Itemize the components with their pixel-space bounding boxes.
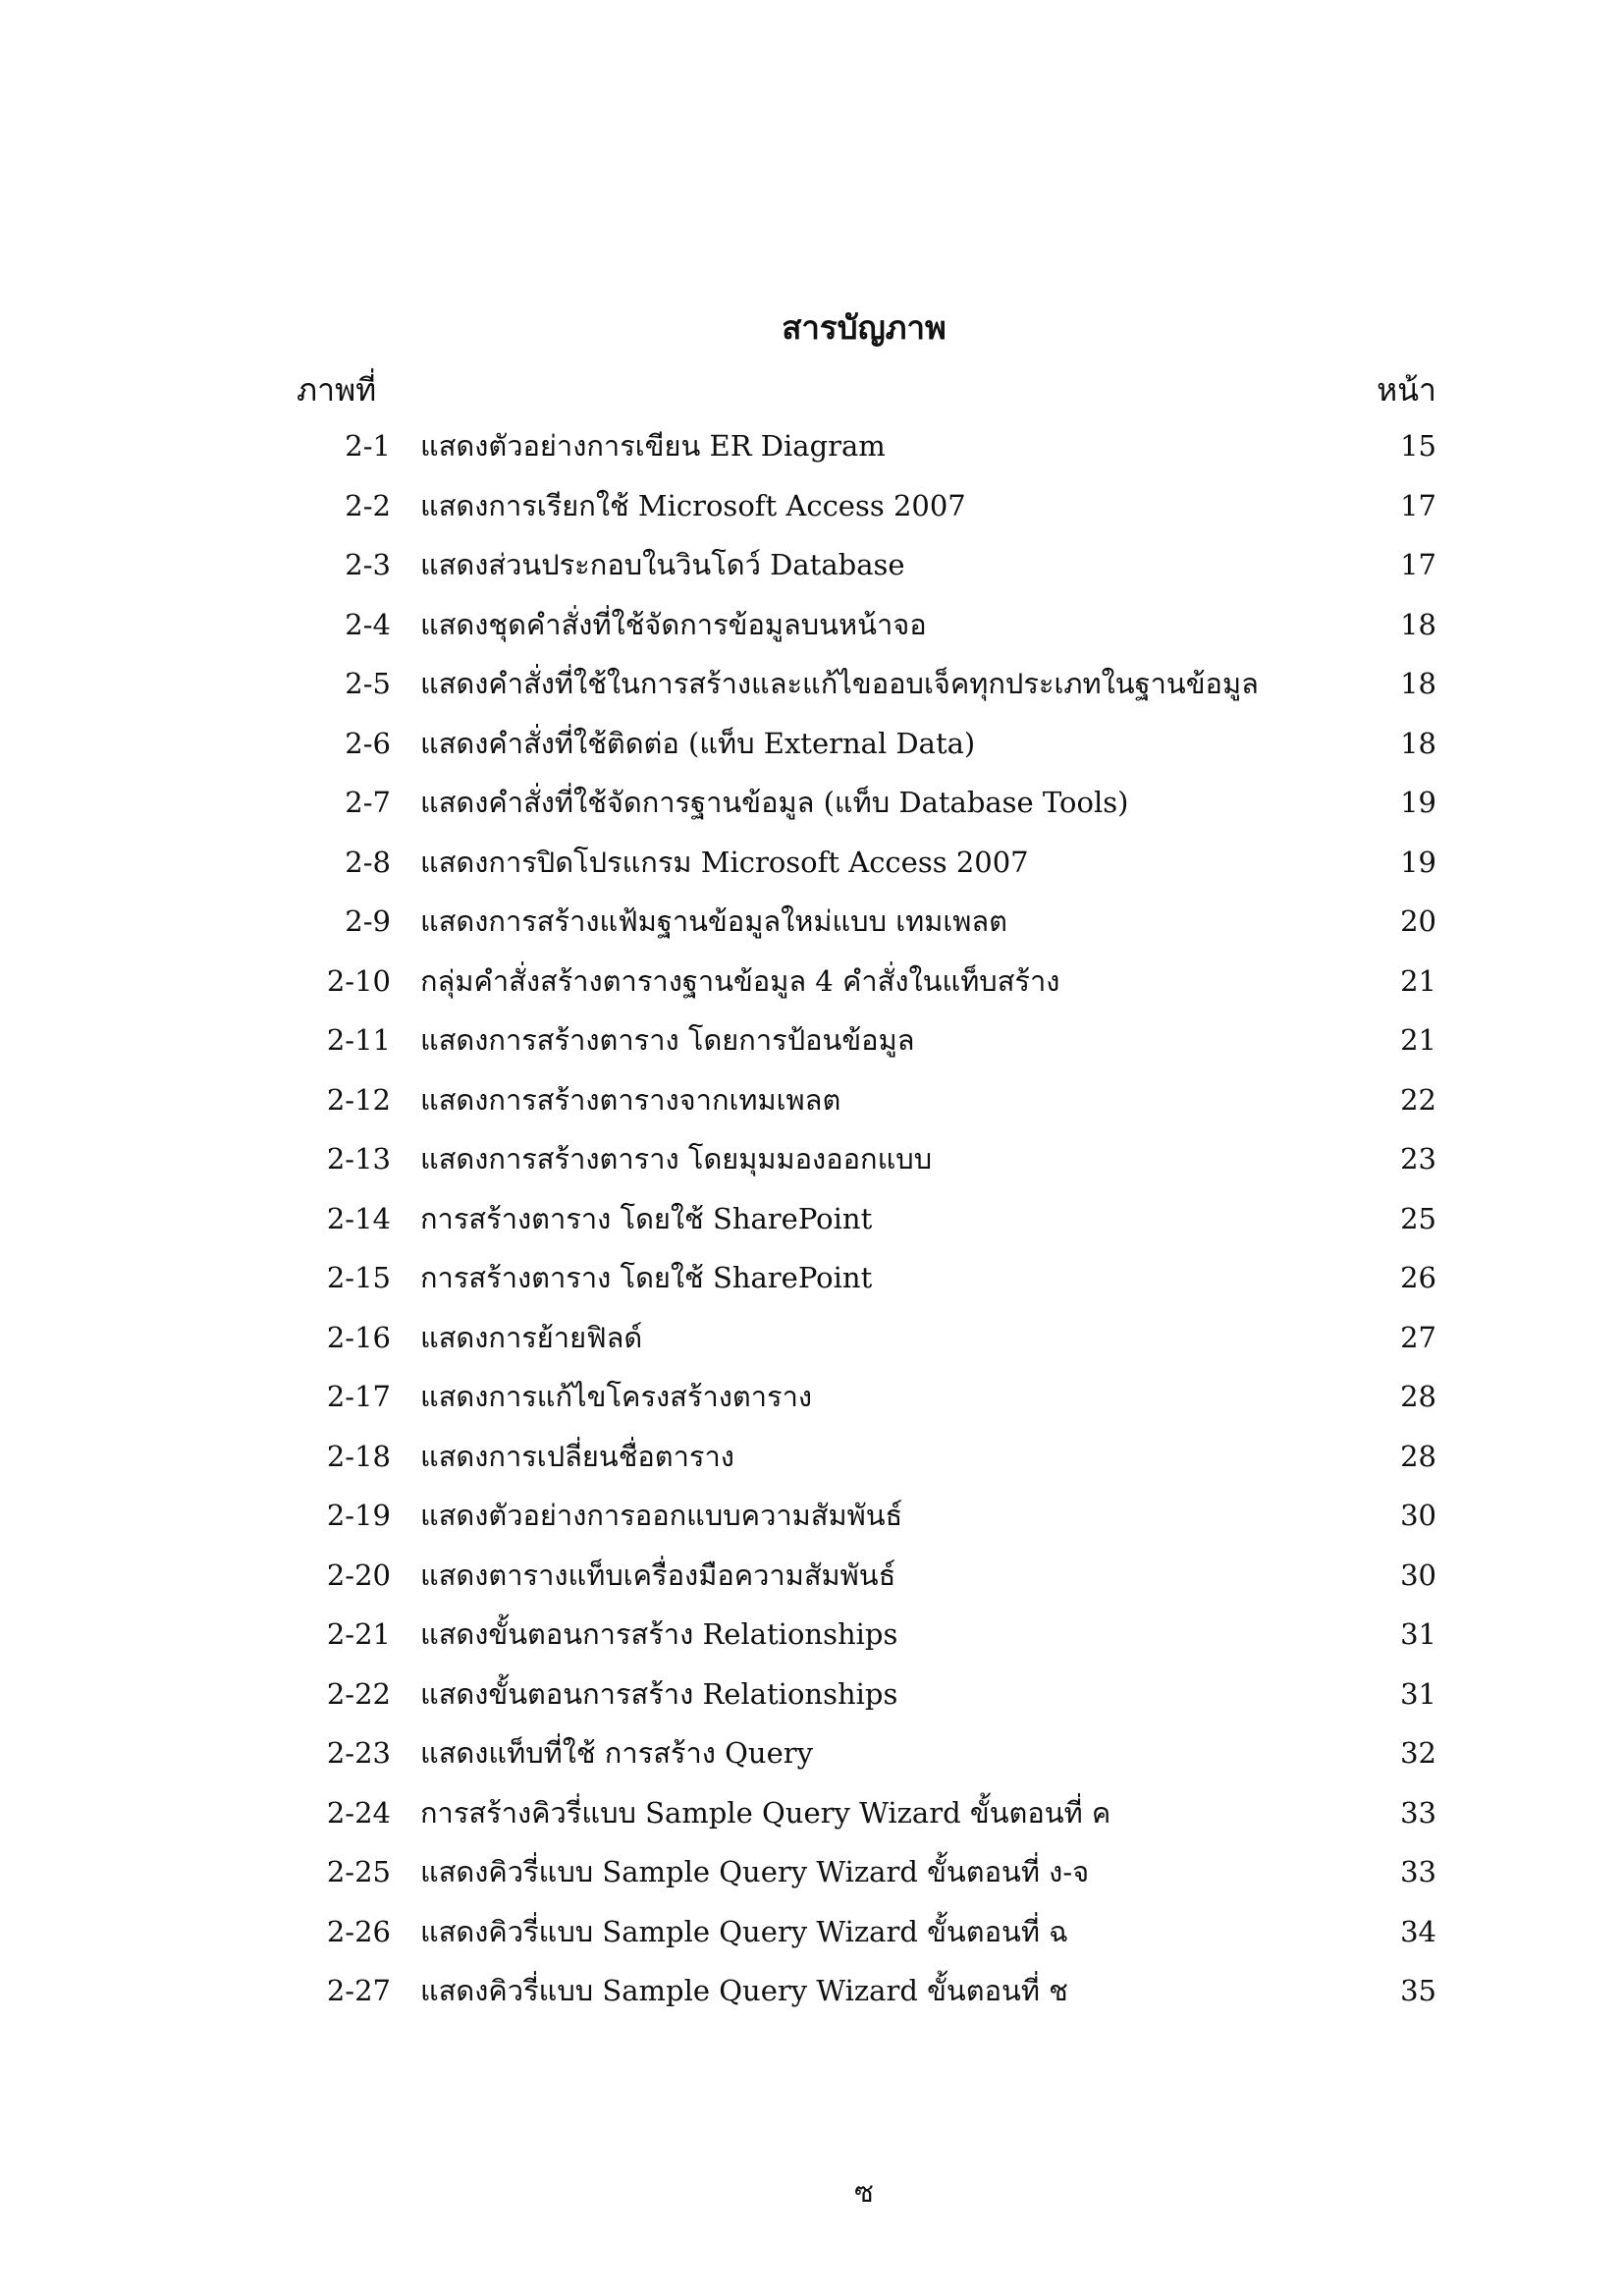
figure-page: 19	[1400, 845, 1436, 879]
list-item	[0, 722, 1623, 782]
figure-number: 2-22	[326, 1676, 391, 1711]
figure-number: 2-26	[326, 1914, 391, 1948]
figure-caption: แสดงการสร้างตาราง โดยมุมมองออกแบบ	[420, 1142, 933, 1175]
figure-caption: แสดงคำสั่งที่ใช้ในการสร้างและแก้ไขออบเจ็คทุกประเภทในฐานข้อมูล	[420, 667, 1259, 700]
figure-caption: แสดงคิวรี่แบบ Sample Query Wizard ขั้นตอนที่ ฉ	[420, 1914, 1068, 1948]
figure-page: 18	[1400, 667, 1436, 700]
figure-caption: แสดงคำสั่งที่ใช้จัดการฐานข้อมูล (แท็บ Database Tools)	[420, 786, 1129, 819]
figure-caption: แสดงตารางแท็บเครื่องมือความสัมพันธ์	[420, 1558, 896, 1592]
figure-caption: แสดงการย้ายฟิลด์	[420, 1320, 643, 1354]
figure-page: 30	[1400, 1499, 1436, 1532]
figure-number: 2-23	[326, 1736, 391, 1770]
list-item	[0, 1613, 1623, 1672]
list-item	[0, 1850, 1623, 1910]
figure-caption: กลุ่มคำสั่งสร้างตารางฐานข้อมูล 4 คำสั่งในแท็บสร้าง	[420, 963, 1060, 998]
list-item	[0, 662, 1623, 722]
figure-number: 2-3	[345, 548, 391, 581]
figure-number: 2-15	[326, 1261, 391, 1294]
figure-page: 33	[1400, 1855, 1436, 1888]
list-item	[0, 1256, 1623, 1316]
list-item	[0, 841, 1623, 901]
list-item	[0, 959, 1623, 1019]
figure-page: 27	[1400, 1320, 1436, 1354]
figure-page: 35	[1400, 1974, 1436, 2007]
figure-caption: แสดงการแก้ไขโครงสร้างตาราง	[420, 1380, 813, 1413]
list-item	[0, 424, 1623, 484]
list-item	[0, 1197, 1623, 1257]
figure-page: 18	[1400, 607, 1436, 641]
figure-page: 20	[1400, 904, 1436, 938]
figure-number: 2-16	[326, 1320, 391, 1354]
list-item	[0, 1910, 1623, 1970]
figure-page: 30	[1400, 1558, 1436, 1592]
figure-number: 2-8	[345, 845, 391, 879]
list-item	[0, 1969, 1623, 2029]
list-item	[0, 484, 1623, 544]
figure-number: 2-13	[326, 1142, 391, 1175]
figure-page: 32	[1400, 1736, 1436, 1770]
figure-number: 2-5	[345, 667, 391, 700]
figure-caption: แสดงขั้นตอนการสร้าง Relationships	[420, 1617, 898, 1651]
figure-number: 2-21	[326, 1617, 391, 1651]
figure-page: 25	[1400, 1201, 1436, 1235]
list-item	[0, 1672, 1623, 1732]
figure-caption: แสดงส่วนประกอบในวินโดว์ Database	[420, 548, 905, 581]
list-item	[0, 1731, 1623, 1791]
figure-page: 21	[1400, 1023, 1436, 1057]
figure-page: 28	[1400, 1439, 1436, 1473]
list-item	[0, 781, 1623, 841]
figure-page: 33	[1400, 1795, 1436, 1830]
figure-caption: แสดงชุดคำสั่งที่ใช้จัดการข้อมูลบนหน้าจอ	[420, 607, 927, 641]
figure-number: 2-25	[326, 1855, 391, 1888]
figure-number: 2-1	[345, 429, 391, 463]
figure-page: 28	[1400, 1380, 1436, 1413]
figure-number: 2-10	[326, 963, 391, 998]
figure-number: 2-11	[326, 1023, 391, 1057]
figure-page: 31	[1400, 1676, 1436, 1711]
list-item	[0, 543, 1623, 603]
figure-page: 17	[1400, 548, 1436, 581]
figure-caption: แสดงการปิดโปรแกรม Microsoft Access 2007	[420, 845, 1029, 879]
figure-number: 2-9	[345, 904, 391, 938]
page-number: ซ	[854, 2175, 874, 2209]
list-item	[0, 1375, 1623, 1435]
figure-number: 2-18	[326, 1439, 391, 1473]
figure-caption: การสร้างคิวรี่แบบ Sample Query Wizard ขั้นตอนที่ ค	[420, 1795, 1111, 1830]
figure-number: 2-19	[326, 1499, 391, 1532]
figure-caption: แสดงคิวรี่แบบ Sample Query Wizard ขั้นตอนที่ ช	[420, 1974, 1068, 2007]
figure-number: 2-2	[345, 488, 391, 522]
figure-caption: แสดงการเปลี่ยนชื่อตาราง	[420, 1439, 734, 1473]
list-item	[0, 900, 1623, 959]
figure-number: 2-12	[326, 1082, 391, 1117]
list-item	[0, 1018, 1623, 1078]
figure-caption: แสดงการสร้างตาราง โดยการป้อนข้อมูล	[420, 1023, 915, 1057]
list-item	[0, 1435, 1623, 1495]
figure-number: 2-27	[326, 1974, 391, 2007]
list-item	[0, 603, 1623, 663]
page-column-header: หน้า	[1377, 371, 1436, 409]
figure-column-header: ภาพที่	[297, 371, 377, 409]
figure-caption: แสดงการเรียกใช้ Microsoft Access 2007	[420, 488, 966, 522]
figure-caption: แสดงการสร้างตารางจากเทมเพลต	[420, 1082, 841, 1117]
figure-caption: แสดงตัวอย่างการออกแบบความสัมพันธ์	[420, 1499, 903, 1532]
list-item	[0, 1554, 1623, 1613]
list-item	[0, 1494, 1623, 1554]
figure-number: 2-24	[326, 1795, 391, 1830]
figure-page: 15	[1400, 429, 1436, 463]
figure-number: 2-7	[345, 786, 391, 819]
figure-number: 2-17	[326, 1380, 391, 1413]
figure-page: 17	[1400, 488, 1436, 522]
figure-caption: แสดงตัวอย่างการเขียน ER Diagram	[420, 429, 886, 463]
figure-page: 19	[1400, 786, 1436, 819]
figure-caption: การสร้างตาราง โดยใช้ SharePoint	[420, 1261, 873, 1294]
figure-page: 21	[1400, 963, 1436, 998]
figure-caption: แสดงการสร้างแฟ้มฐานข้อมูลใหม่แบบ เทมเพลต	[420, 904, 1007, 938]
figure-page: 31	[1400, 1617, 1436, 1651]
list-item	[0, 1078, 1623, 1138]
figure-number: 2-4	[345, 607, 391, 641]
figure-page: 26	[1400, 1261, 1436, 1294]
figure-caption: แสดงคิวรี่แบบ Sample Query Wizard ขั้นตอนที่ ง-จ	[420, 1855, 1090, 1888]
figure-caption: แสดงคำสั่งที่ใช้ติดต่อ (แท็บ External Data)	[420, 726, 976, 760]
figure-number: 2-20	[326, 1558, 391, 1592]
figure-list	[0, 424, 1623, 2029]
figure-caption: แสดงแท็บที่ใช้ การสร้าง Query	[420, 1736, 813, 1770]
figure-caption: การสร้างตาราง โดยใช้ SharePoint	[420, 1201, 873, 1235]
list-item	[0, 1137, 1623, 1197]
list-item	[0, 1791, 1623, 1851]
page-title: สารบัญภาพ	[782, 308, 947, 347]
list-item	[0, 1316, 1623, 1376]
figure-number: 2-14	[326, 1201, 391, 1235]
figure-page: 23	[1400, 1142, 1436, 1175]
figure-page: 34	[1400, 1914, 1436, 1948]
figure-page: 18	[1400, 726, 1436, 760]
figure-page: 22	[1400, 1082, 1436, 1117]
figure-caption: แสดงขั้นตอนการสร้าง Relationships	[420, 1676, 898, 1711]
figure-number: 2-6	[345, 726, 391, 760]
